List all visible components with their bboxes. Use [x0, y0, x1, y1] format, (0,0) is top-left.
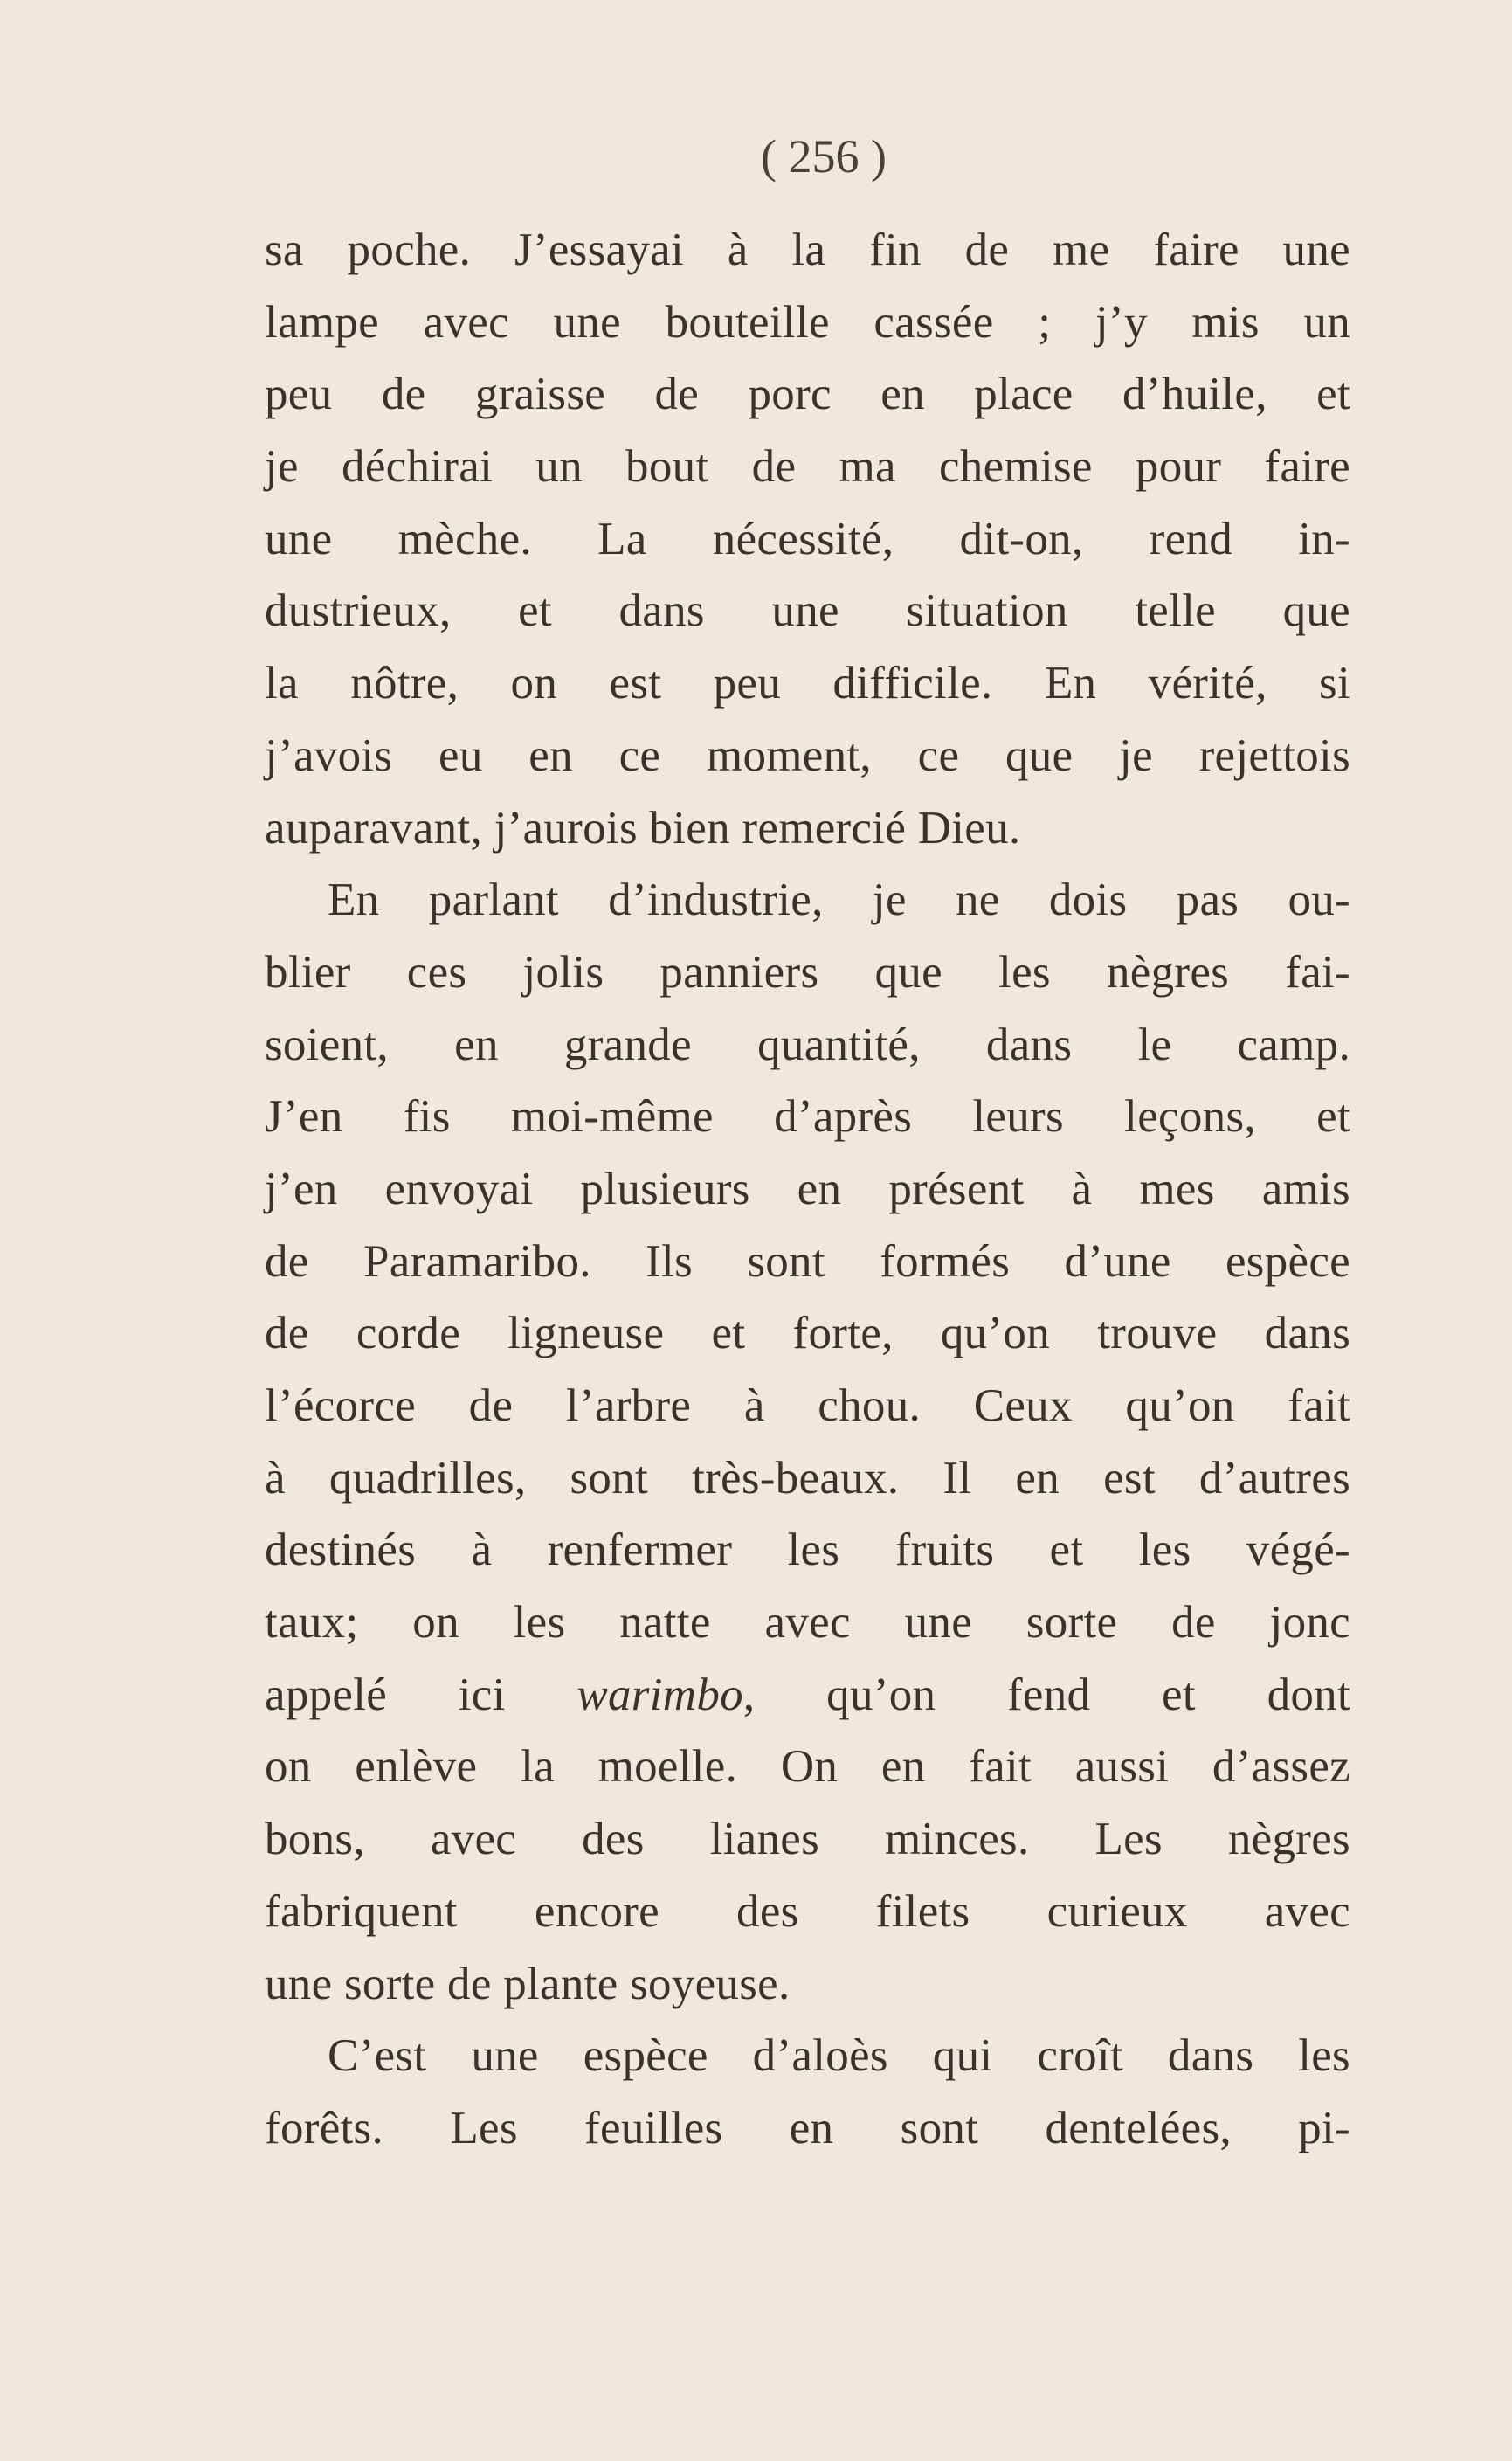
text-line: on enlève la moelle. On en fait aussi d’assez: [265, 1741, 1350, 1793]
text-line: la nôtre, on est peu difficile. En vérité, si: [265, 658, 1350, 709]
body-text: [265, 214, 1350, 2165]
text-line-with-italic: [265, 1659, 1350, 1732]
text-line: peu de graisse de porc en place d’huile, et: [265, 369, 1350, 420]
text-line: forêts. Les feuilles en sont dentelées, pi-: [265, 2102, 1350, 2153]
paragraph-start-line: En parlant d’industrie, je ne dois pas ou-: [328, 874, 1350, 926]
text-line: auparavant, j’aurois bien remercié Dieu.: [265, 802, 1021, 854]
text-line: fabriquent encore des filets curieux avec: [265, 1885, 1350, 1937]
text-line: l’écorce de l’arbre à chou. Ceux qu’on fait: [265, 1380, 1350, 1431]
text-segment: appelé ici: [265, 1669, 577, 1720]
text-line: taux; on les natte avec une sorte de jonc: [265, 1597, 1350, 1649]
text-line: de corde ligneuse et forte, qu’on trouve dans: [265, 1308, 1350, 1359]
text-line: une mèche. La nécessité, dit-on, rend in-: [265, 513, 1350, 564]
text-line: j’en envoyai plusieurs en présent à mes amis: [265, 1163, 1350, 1214]
text-line: blier ces jolis panniers que les nègres fai-: [265, 946, 1350, 998]
text-segment: , qu’on fend et dont: [742, 1669, 1350, 1720]
text-line: de Paramaribo. Ils sont formés d’une espèce: [265, 1235, 1350, 1287]
paragraph-start-line: C’est une espèce d’aloès qui croît dans les: [328, 2030, 1350, 2082]
text-line: bons, avec des lianes minces. Les nègres: [265, 1814, 1350, 1865]
text-line: destinés à renfermer les fruits et les végé-: [265, 1524, 1350, 1576]
text-line: lampe avec une bouteille cassée ; j’y mis un: [265, 296, 1350, 348]
text-line: sa poche. J’essayai à la fin de me faire une: [265, 225, 1350, 275]
text-line: je déchirai un bout de ma chemise pour faire: [265, 441, 1350, 493]
text-line: dustrieux, et dans une situation telle que: [265, 585, 1350, 637]
page-number: ( 256 ): [761, 130, 887, 183]
text-line: à quadrilles, sont très-beaux. Il en est d’autres: [265, 1452, 1350, 1504]
text-line: J’en fis moi-même d’après leurs leçons, et: [265, 1091, 1350, 1143]
text-line: une sorte de plante soyeuse.: [265, 1958, 791, 2009]
italic-term: warimbo: [576, 1669, 743, 1720]
text-line: j’avois eu en ce moment, ce que je rejettois: [265, 729, 1350, 781]
text-line: soient, en grande quantité, dans le camp.: [265, 1019, 1350, 1070]
